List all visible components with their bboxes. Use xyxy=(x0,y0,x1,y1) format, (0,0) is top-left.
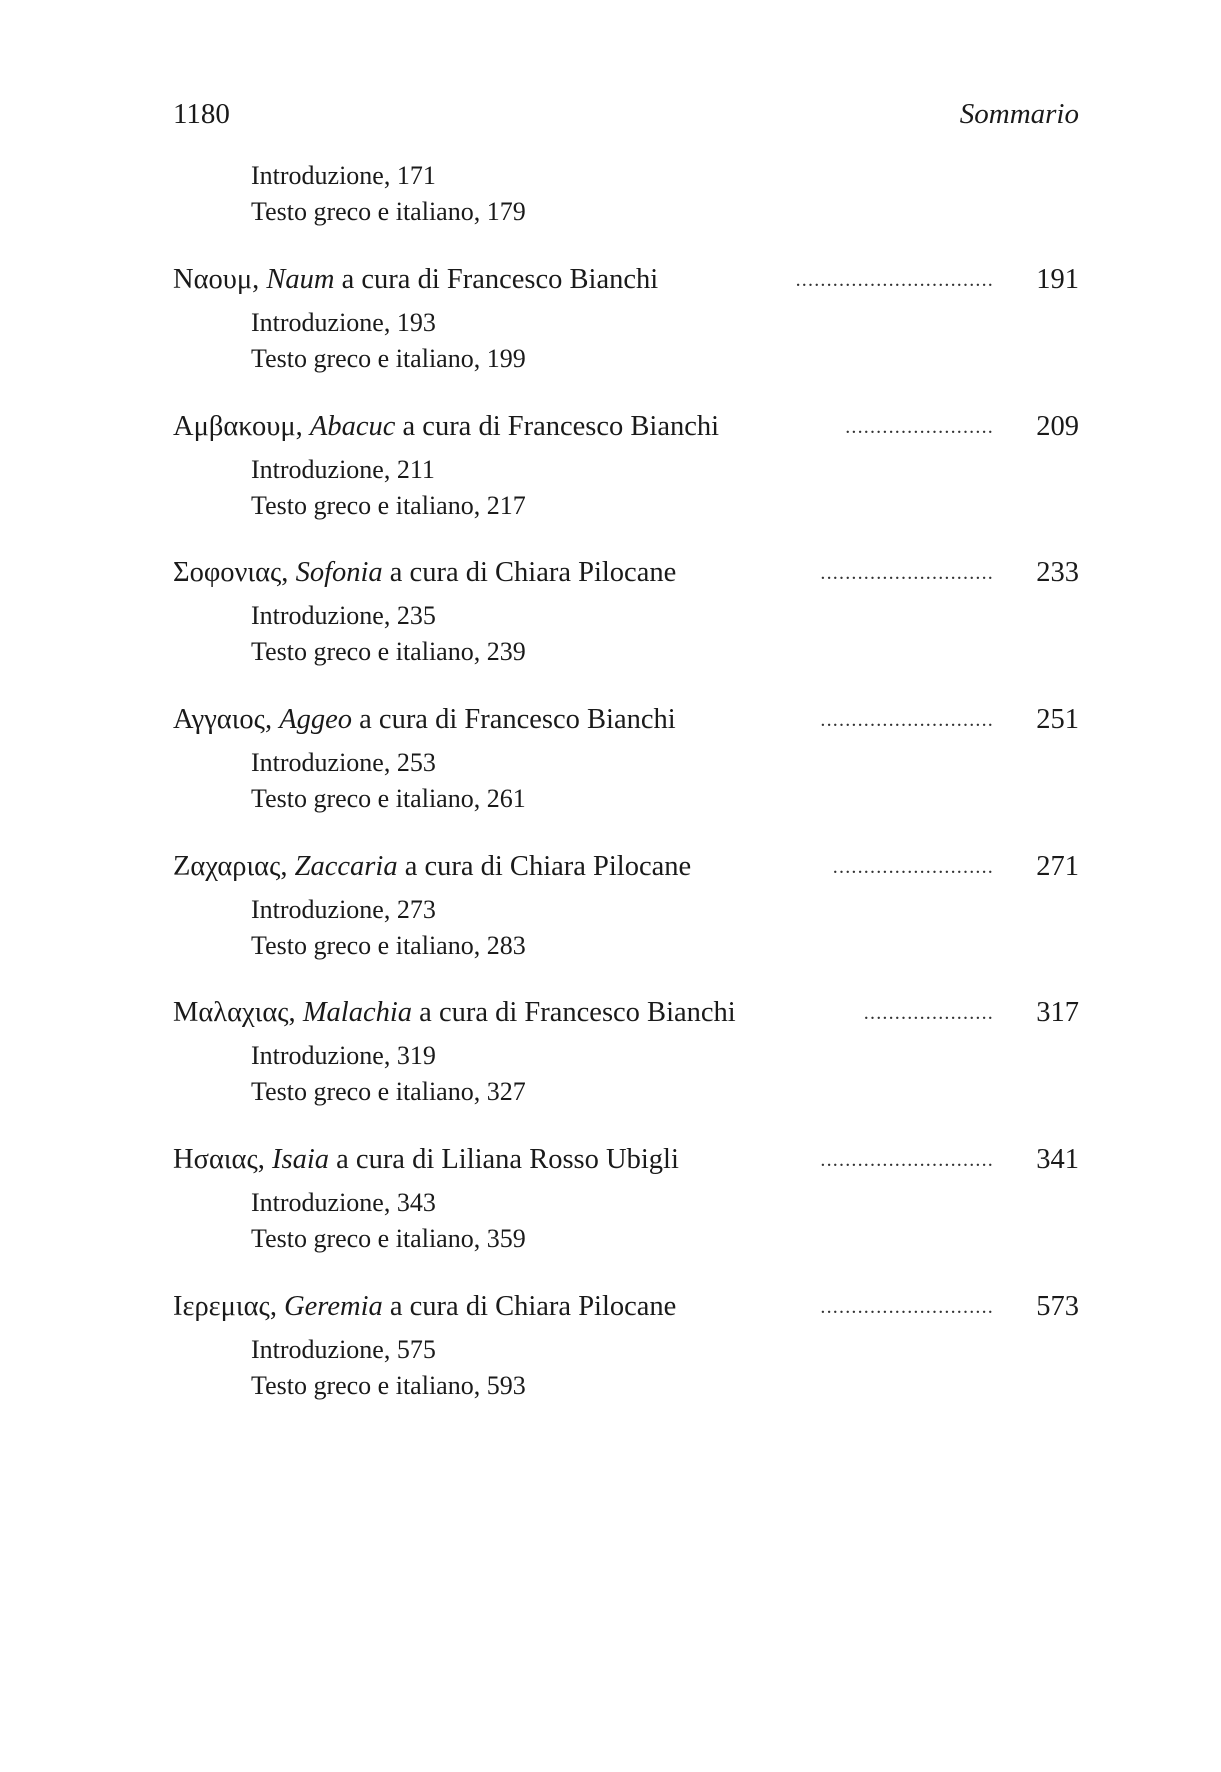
page-ref: 191 xyxy=(1036,264,1079,295)
toc-entry-title xyxy=(173,847,695,887)
toc-entry-title xyxy=(173,260,662,300)
italian-title: Naum xyxy=(266,264,335,295)
greek-title: Ησαιας, xyxy=(173,1144,265,1175)
curator: a cura di Liliana Rosso Ubigli xyxy=(336,1144,679,1175)
toc-subentry: Testo greco e italiano, 217 xyxy=(251,491,526,520)
page-ref: 271 xyxy=(1036,851,1079,882)
toc-entry-title xyxy=(173,1140,683,1180)
dot-leader: ........................ xyxy=(845,416,994,438)
toc-entry xyxy=(173,1287,1079,1327)
toc-subentry: Introduzione, 343 xyxy=(251,1188,436,1217)
toc-entry xyxy=(173,407,1079,447)
running-title: Sommario xyxy=(959,98,1079,130)
curator: a cura di Chiara Pilocane xyxy=(389,1291,677,1322)
toc-subentry: Introduzione, 575 xyxy=(251,1335,436,1364)
toc-subentry: Introduzione, 171 xyxy=(251,161,436,190)
dot-leader: ............................ xyxy=(820,1296,994,1318)
toc-entry-title xyxy=(173,407,723,447)
dot-leader: ............................ xyxy=(820,1149,994,1171)
toc-entry xyxy=(173,847,1079,887)
greek-title: Αγγαιος, xyxy=(173,704,273,735)
page-ref: 251 xyxy=(1036,704,1079,735)
greek-title: Μαλαχιας, xyxy=(173,997,296,1028)
curator: a cura di Francesco Bianchi xyxy=(419,997,736,1028)
page-header xyxy=(173,98,1079,138)
toc-entry xyxy=(173,700,1079,740)
toc-subentry: Introduzione, 253 xyxy=(251,748,436,777)
toc-entry-title xyxy=(173,700,680,740)
italian-title: Sofonia xyxy=(295,557,383,588)
toc-subentry: Introduzione, 211 xyxy=(251,455,435,484)
toc-entry xyxy=(173,553,1079,593)
toc-entry-title xyxy=(173,553,680,593)
toc-subentry: Testo greco e italiano, 327 xyxy=(251,1077,526,1106)
toc-subentry: Testo greco e italiano, 593 xyxy=(251,1371,526,1400)
page-ref: 233 xyxy=(1036,557,1079,588)
italian-title: Aggeo xyxy=(279,704,353,735)
toc-subentry: Introduzione, 193 xyxy=(251,308,436,337)
toc-subentry: Testo greco e italiano, 199 xyxy=(251,344,526,373)
page-ref: 209 xyxy=(1036,411,1079,442)
greek-title: Ιερεμιας, xyxy=(173,1291,277,1322)
toc-subentry: Introduzione, 273 xyxy=(251,895,436,924)
italian-title: Geremia xyxy=(284,1291,383,1322)
curator: a cura di Chiara Pilocane xyxy=(389,557,677,588)
page-ref: 573 xyxy=(1036,1291,1079,1322)
italian-title: Abacuc xyxy=(309,411,396,442)
toc-entry xyxy=(173,1140,1079,1180)
toc-subentry: Introduzione, 235 xyxy=(251,601,436,630)
curator: a cura di Francesco Bianchi xyxy=(359,704,676,735)
italian-title: Malachia xyxy=(302,997,413,1028)
page-number: 1180 xyxy=(173,98,230,130)
greek-title: Σοφονιας, xyxy=(173,557,289,588)
dot-leader: ............................ xyxy=(820,709,994,731)
toc-entry-title xyxy=(173,1287,680,1327)
toc-subentry: Testo greco e italiano, 283 xyxy=(251,931,526,960)
curator: a cura di Francesco Bianchi xyxy=(402,411,720,442)
greek-title: Ναουμ, xyxy=(173,264,260,295)
dot-leader: .......................... xyxy=(832,856,994,878)
page-ref: 317 xyxy=(1036,997,1079,1028)
toc-subentry: Introduzione, 319 xyxy=(251,1041,436,1070)
italian-title: Isaia xyxy=(272,1144,330,1175)
dot-leader: ................................ xyxy=(795,269,994,291)
curator: a cura di Chiara Pilocane xyxy=(404,851,692,882)
toc-subentry: Testo greco e italiano, 359 xyxy=(251,1224,526,1253)
toc-entry xyxy=(173,260,1079,300)
italian-title: Zaccaria xyxy=(294,851,398,882)
toc-subentry: Testo greco e italiano, 239 xyxy=(251,637,526,666)
dot-leader: ............................ xyxy=(820,562,994,584)
page-ref: 341 xyxy=(1036,1144,1079,1175)
toc-entry xyxy=(173,993,1079,1033)
toc-entry-title xyxy=(173,993,740,1033)
dot-leader: ..................... xyxy=(863,1002,994,1024)
toc-subentry: Testo greco e italiano, 261 xyxy=(251,784,526,813)
greek-title: Ζαχαριας, xyxy=(173,851,288,882)
greek-title: Αμβακουμ, xyxy=(173,411,303,442)
toc-subentry: Testo greco e italiano, 179 xyxy=(251,197,526,226)
curator: a cura di Francesco Bianchi xyxy=(341,264,659,295)
